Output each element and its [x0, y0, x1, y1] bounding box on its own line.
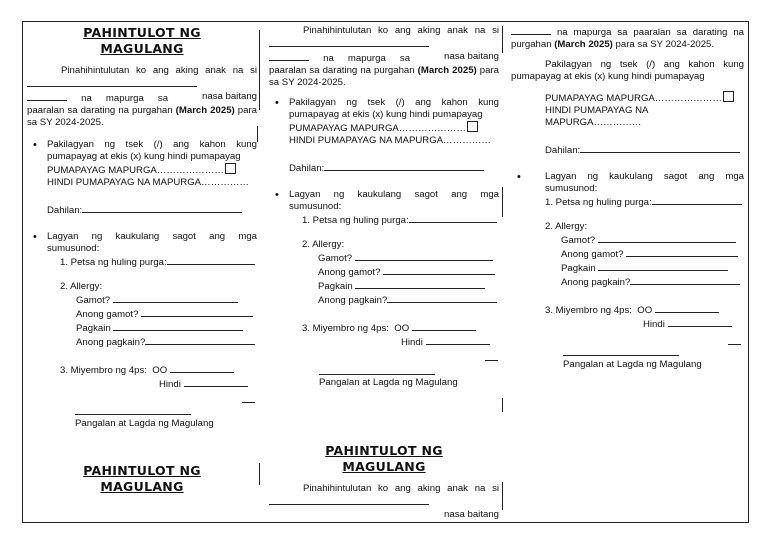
anong-gamot-field[interactable] [383, 265, 495, 275]
column-divider [502, 187, 503, 217]
q1-label: 1. Petsa ng huling purga: [545, 197, 652, 208]
q1-label: 1. Petsa ng huling purga: [302, 215, 409, 226]
last-deworming-field[interactable] [652, 195, 742, 205]
signature-line[interactable] [75, 414, 191, 415]
reason-row [269, 161, 499, 175]
slip-title [27, 25, 257, 57]
reason-field[interactable] [580, 143, 740, 153]
hindi-field[interactable] [184, 377, 248, 387]
pagkain-label: Pagkain [318, 281, 353, 292]
intro-sy: para sa SY 2024-2025. [27, 105, 257, 128]
column-divider [259, 463, 260, 485]
column-divider [257, 126, 258, 142]
pagkain-label: Pagkain [561, 263, 596, 274]
option-no-label: HINDI PUMAPAYAG NA MAPURGA…………… [545, 105, 648, 128]
hindi-label: Hindi [401, 337, 423, 348]
q3-hindi-row [511, 317, 744, 331]
intro-text: Pinahihintulutan ko ang aking anak na si [61, 65, 257, 76]
anong-pagkain-label: Anong pagkain? [318, 295, 388, 306]
intro-text-2: na mapurga sa paaralan sa darating na purgahan [269, 53, 415, 76]
intro-paragraph-bottom [269, 483, 499, 521]
answer-instruction-text: Lagyan ng kaukulang sagot ang mga sumusunod: [47, 231, 257, 254]
pagkain-label: Pagkain [76, 323, 111, 334]
check-instruction-text: Pakilagyan ng tsek (/) ang kahon kung pumapayag at ekis (x) kung hindi pumapayag [47, 139, 257, 162]
check-instruction [269, 97, 499, 121]
hindi-field[interactable] [668, 317, 732, 327]
check-instruction [27, 139, 257, 163]
option-yes [511, 91, 744, 105]
q3-row [511, 303, 744, 317]
gamot-label: Gamot? [318, 253, 353, 264]
q3-hindi-row [27, 377, 257, 391]
grade-field[interactable] [511, 25, 551, 35]
title-line-1: PAHINTULOT NG [325, 443, 443, 458]
check-instruction-text: Pakilagyan ng tsek (/) ang kahon kung pumapayag at ekis (x) kung hindi pumapayag [511, 59, 744, 82]
reason-row [27, 203, 257, 217]
pagkain-field[interactable] [355, 279, 485, 289]
grade-field[interactable] [269, 51, 309, 61]
anong-gamot-row [269, 265, 499, 279]
anong-pagkain-label: Anong pagkain? [76, 337, 146, 348]
oo-label: OO [152, 365, 168, 376]
option-yes-label: PUMAPAYAG MAPURGA………………… [289, 123, 466, 134]
intro-grade-text: nasa baitang [444, 51, 499, 62]
column-divider [502, 26, 503, 53]
oo-label: OO [394, 323, 410, 334]
pagkain-field[interactable] [113, 321, 243, 331]
oo-label: OO [637, 305, 653, 316]
option-no [269, 135, 499, 147]
option-yes [27, 163, 257, 177]
option-no-label: HINDI PUMAPAYAG NA MAPURGA…………… [289, 135, 492, 146]
signature-line[interactable] [319, 374, 435, 375]
yes-checkbox[interactable] [723, 91, 734, 102]
q3-label: 3. Miyembro ng 4ps: [60, 365, 147, 376]
short-line [728, 344, 741, 345]
title-line-2: MAGULANG [100, 41, 184, 56]
pagkain-row [269, 279, 499, 293]
intro-grade-text: nasa baitang [202, 91, 257, 102]
intro-paragraph-cont [511, 25, 744, 51]
title-line-2: MAGULANG [342, 459, 426, 474]
anong-pagkain-row [511, 275, 744, 289]
reason-field[interactable] [324, 161, 484, 171]
q3-hindi-row [269, 335, 499, 349]
intro-text-2: na mapurga sa paaralan sa darating na purgahan [511, 27, 744, 50]
gamot-row [269, 251, 499, 265]
gamot-field[interactable] [598, 233, 736, 243]
gamot-field[interactable] [113, 293, 238, 303]
anong-gamot-field[interactable] [626, 247, 738, 257]
q1-row [511, 195, 744, 209]
option-no-label: HINDI PUMAPAYAG NA MAPURGA…………… [47, 177, 250, 188]
anong-pagkain-row [269, 293, 499, 307]
permission-slip-3 [511, 22, 744, 331]
anong-pagkain-field[interactable] [145, 335, 255, 345]
signature-label: Pangalan at Lagda ng Magulang [75, 418, 214, 429]
anong-gamot-row [27, 307, 257, 321]
column-divider [259, 30, 260, 110]
yes-checkbox[interactable] [467, 121, 478, 132]
anong-gamot-label: Anong gamot? [76, 309, 139, 320]
last-deworming-field[interactable] [409, 213, 497, 223]
short-line [242, 402, 255, 403]
title-line-1: PAHINTULOT NG [83, 463, 201, 478]
oo-field[interactable] [412, 321, 476, 331]
child-name-field[interactable] [269, 37, 429, 47]
option-yes [269, 121, 499, 135]
intro-grade-text: nasa baitang [444, 509, 499, 520]
grade-field[interactable] [27, 91, 67, 101]
q2-label: 2. Allergy: [545, 221, 588, 232]
reason-label: Dahilan: [47, 205, 83, 216]
gamot-field[interactable] [355, 251, 493, 261]
anong-pagkain-field[interactable] [387, 293, 497, 303]
gamot-label: Gamot? [561, 235, 596, 246]
reason-row [511, 143, 744, 157]
option-no [27, 177, 257, 189]
slip-title-bottom [269, 443, 499, 475]
slip-title-bottom [27, 463, 257, 495]
short-line [485, 360, 498, 361]
anong-gamot-field[interactable] [141, 307, 253, 317]
hindi-label: Hindi [159, 379, 181, 390]
q2-row [269, 239, 499, 251]
answer-instruction-text: Lagyan ng kaukulang sagot ang mga sumusunod: [289, 189, 499, 212]
child-name-field[interactable] [269, 495, 429, 505]
oo-field[interactable] [170, 363, 234, 373]
column-divider [502, 398, 503, 412]
pagkain-row [511, 261, 744, 275]
intro-date: (March 2025) [554, 39, 613, 50]
intro-date: (March 2025) [417, 65, 477, 76]
anong-pagkain-field[interactable] [630, 275, 740, 285]
anong-gamot-label: Anong gamot? [318, 267, 381, 278]
document-page [22, 21, 749, 523]
q3-label: 3. Miyembro ng 4ps: [545, 305, 632, 316]
intro-text-2: na mapurga sa paaralan sa darating na purgahan [27, 93, 173, 116]
title-line-2: MAGULANG [100, 479, 184, 494]
oo-field[interactable] [655, 303, 719, 313]
answer-instruction [511, 171, 744, 195]
anong-gamot-row [511, 247, 744, 261]
permission-slip-1 [27, 22, 257, 391]
answer-instruction [27, 231, 257, 255]
q1-label: 1. Petsa ng huling purga: [60, 257, 167, 268]
signature-label: Pangalan at Lagda ng Magulang [563, 359, 702, 370]
reason-label: Dahilan: [289, 163, 325, 174]
column-divider [502, 482, 503, 510]
option-no [511, 105, 744, 129]
hindi-label: Hindi [643, 319, 665, 330]
yes-checkbox[interactable] [225, 163, 236, 174]
q2-row [511, 221, 744, 233]
last-deworming-field[interactable] [167, 255, 255, 265]
signature-label: Pangalan at Lagda ng Magulang [319, 377, 458, 388]
pagkain-row [27, 321, 257, 335]
q3-row [27, 363, 257, 377]
pagkain-field[interactable] [598, 261, 728, 271]
intro-paragraph [27, 65, 257, 102]
anong-gamot-label: Anong gamot? [561, 249, 624, 260]
reason-label: Dahilan: [545, 145, 581, 156]
q2-row [27, 281, 257, 293]
q2-label: 2. Allergy: [302, 239, 345, 250]
option-yes-label: PUMAPAYAG MAPURGA………………… [47, 165, 224, 176]
q3-label: 3. Miyembro ng 4ps: [302, 323, 389, 334]
intro-date: (March 2025) [175, 105, 235, 116]
anong-pagkain-label: Anong pagkain? [561, 277, 631, 288]
q1-row [269, 213, 499, 227]
q3-row [269, 321, 499, 335]
anong-pagkain-row [27, 335, 257, 349]
option-yes-label: PUMAPAYAG MAPURGA………………… [545, 93, 722, 104]
hindi-field[interactable] [426, 335, 490, 345]
answer-instruction [269, 189, 499, 213]
intro-sy: para sa SY 2024-2025. [269, 65, 499, 88]
q1-row [27, 255, 257, 269]
intro-text: Pinahihintulutan ko ang aking anak na si [303, 483, 499, 494]
signature-line[interactable] [563, 355, 679, 356]
permission-slip-2 [269, 22, 499, 349]
intro-text: Pinahihintulutan ko ang aking anak na si [303, 25, 499, 36]
gamot-row [27, 293, 257, 307]
intro-sy: para sa SY 2024-2025. [615, 39, 715, 50]
check-instruction [511, 59, 744, 83]
gamot-label: Gamot? [76, 295, 111, 306]
child-name-field[interactable] [27, 77, 197, 87]
gamot-row [511, 233, 744, 247]
reason-field[interactable] [82, 203, 242, 213]
q2-label: 2. Allergy: [60, 281, 103, 292]
title-line-1: PAHINTULOT NG [83, 25, 201, 40]
answer-instruction-text: Lagyan ng kaukulang sagot ang mga sumusunod: [545, 171, 744, 194]
check-instruction-text: Pakilagyan ng tsek (/) ang kahon kung pumapayag at ekis (x) kung hindi pumapayag [289, 97, 499, 120]
intro-paragraph [269, 25, 499, 62]
